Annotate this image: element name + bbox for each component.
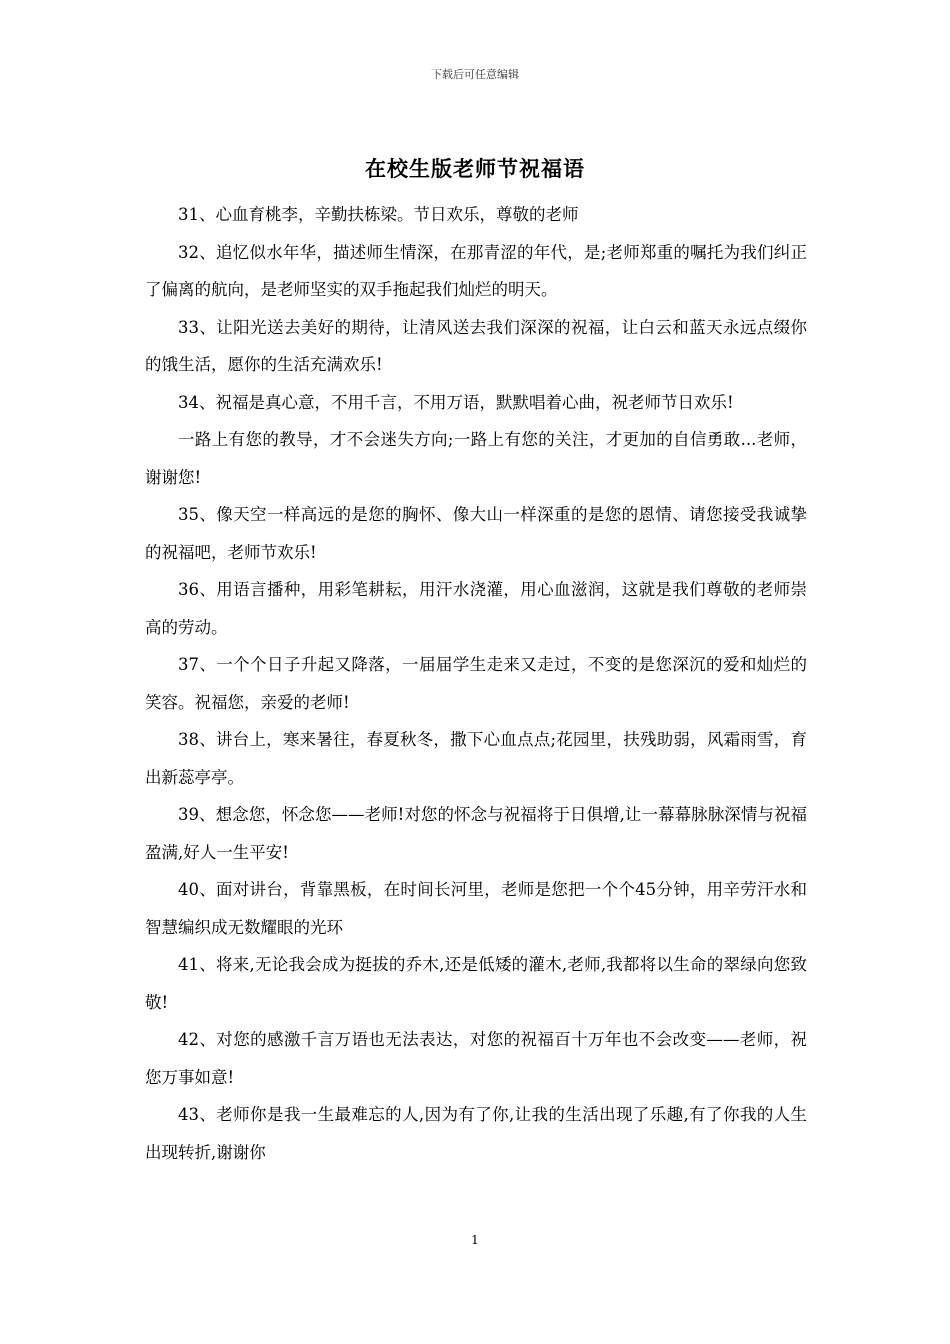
paragraph: 37、一个个日子升起又降落，一届届学生走来又走过，不变的是您深沉的爱和灿烂的笑容。祝福您，亲爱的老师! [145,655,807,712]
paragraph: 33、让阳光送去美好的期待，让清风送去我们深深的祝福，让白云和蓝天永远点缀你的饿生活，愿你的生活充满欢乐! [145,317,807,374]
paragraph: 39、想念您，怀念您——老师!对您的怀念与祝福将于日俱增,让一幕幕脉脉深情与祝福盈满,好人一生平安! [145,805,807,862]
paragraph: 41、将来,无论我会成为挺拔的乔木,还是低矮的灌木,老师,我都将以生命的翠绿向您致敬! [145,955,807,1012]
paragraph: 40、面对讲台，背靠黑板，在时间长河里，老师是您把一个个45分钟，用辛劳汗水和智慧编织成无数耀眼的光环 [145,880,807,937]
paragraph: 一路上有您的教导，才不会迷失方向;一路上有您的关注，才更加的自信勇敢...老师，谢谢您! [145,430,807,487]
paragraph: 42、对您的感激千言万语也无法表达，对您的祝福百十万年也不会改变——老师，祝您万事如意! [145,1030,807,1087]
page-title: 在校生版老师节祝福语 [365,156,585,181]
header-note: 下载后可任意编辑 [431,68,519,81]
paragraph: 43、老师你是我一生最难忘的人,因为有了你,让我的生活出现了乐趣,有了你我的人生出现转折,谢谢你 [145,1105,807,1162]
paragraph: 38、讲台上，寒来暑往，春夏秋冬，撒下心血点点;花园里，扶残助弱，风霜雨雪，育出新蕊亭亭。 [145,730,807,787]
paragraph: 35、像天空一样高远的是您的胸怀、像大山一样深重的是您的恩情、请您接受我诚挚的祝福吧，老师节欢乐! [145,505,807,562]
document-body [145,196,807,1171]
page-number: 1 [471,1233,479,1247]
paragraph: 34、祝福是真心意，不用千言，不用万语，默默唱着心曲，祝老师节日欢乐! [178,392,734,412]
paragraph: 32、追忆似水年华，描述师生情深，在那青涩的年代，是;老师郑重的嘱托为我们纠正了偏离的航向，是老师坚实的双手拖起我们灿烂的明天。 [145,242,807,299]
paragraph: 31、心血育桃李，辛勤扶栋梁。节日欢乐，尊敬的老师 [178,205,579,224]
paragraph: 36、用语言播种，用彩笔耕耘，用汗水浇灌，用心血滋润，这就是我们尊敬的老师崇高的劳动。 [145,580,807,637]
